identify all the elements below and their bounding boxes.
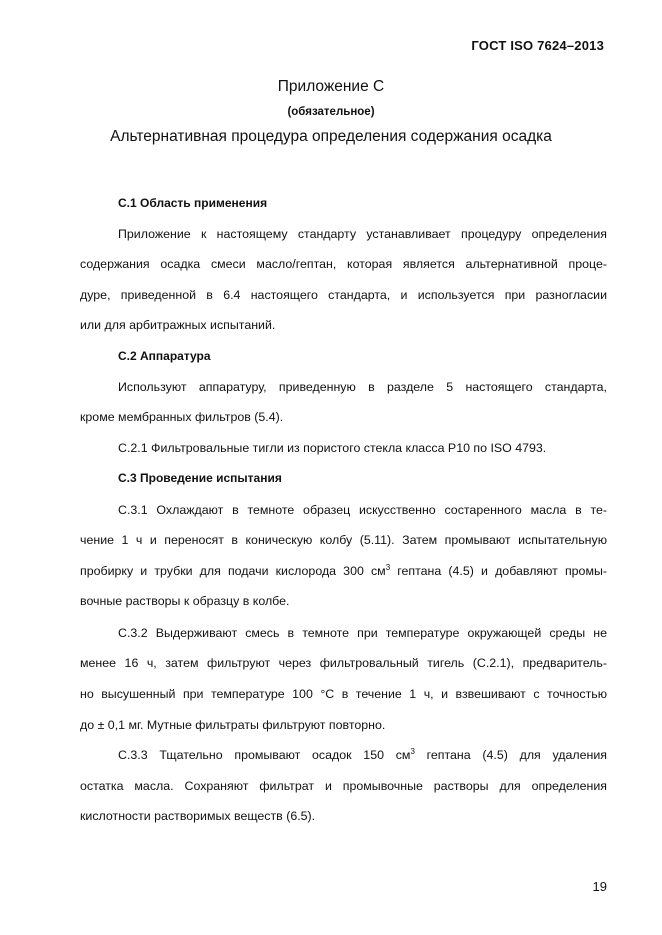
superscript: 3	[410, 746, 415, 756]
section-c1-heading: С.1 Область применения	[118, 196, 268, 210]
section-c3-heading: С.3 Проведение испытания	[118, 471, 282, 485]
paragraph-line: С.3.2 Выдерживают смесь в темноте при температуре окружающей среды не	[118, 626, 607, 640]
text-run: гептана (4.5) и добавляют промы-	[390, 564, 607, 578]
paragraph-line: содержания осадка смеси масло/гептан, которая является альтернативной проце-	[80, 257, 607, 271]
paragraph-line: чение 1 ч и переносят в коническую колбу (5.11). Затем промывают испытательную	[80, 533, 607, 547]
paragraph-line: кислотности растворимых веществ (6.5).	[80, 809, 316, 823]
paragraph-line: С.3.1 Охлаждают в темноте образец искусственно состаренного масла в те-	[118, 503, 607, 517]
paragraph-line: но высушенный при температуре 100 °С в течение 1 ч, и взвешивают с точностью	[80, 687, 607, 701]
paragraph-line: до ± 0,1 мг. Мутные фильтраты фильтруют повторно.	[80, 718, 386, 732]
paragraph-line: Приложение к настоящему стандарту устанавливает процедуру определения	[118, 227, 607, 241]
annex-status: (обязательное)	[287, 106, 375, 118]
paragraph-line: кроме мембранных фильтров (5.4).	[80, 410, 284, 424]
text-run: С.3.3 Тщательно промывают осадок 150 см	[118, 748, 411, 762]
page-number: 19	[592, 879, 607, 894]
paragraph-line: дуре, приведенной в 6.4 настоящего стандарта, и используется при разногласии	[80, 288, 607, 302]
paragraph-line: остатка масла. Сохраняют фильтрат и промывочные растворы для определения	[80, 779, 607, 793]
standard-designation: ГОСТ ISO 7624–2013	[471, 38, 604, 53]
document-body	[80, 0, 607, 935]
annex-name: Альтернативная процедура определения содержания осадка	[110, 128, 552, 145]
text-run: гептана (4.5) для удаления	[414, 748, 607, 762]
paragraph-line: Используют аппаратуру, приведенную в разделе 5 настоящего стандарта,	[118, 380, 607, 394]
paragraph-line	[80, 747, 607, 763]
text-run: пробирку и трубки для подачи кислорода 300 см	[80, 564, 386, 578]
annex-title: Приложение С	[277, 78, 385, 95]
section-c2-heading: С.2 Аппаратура	[118, 349, 211, 363]
paragraph-line: или для арбитражных испытаний.	[80, 318, 276, 332]
paragraph-line	[80, 563, 607, 579]
paragraph-line: вочные растворы к образцу в колбе.	[80, 594, 290, 608]
superscript: 3	[385, 562, 391, 572]
clause-c2-1: С.2.1 Фильтровальные тигли из пористого стекла класса Р10 по ISO 4793.	[118, 441, 547, 455]
paragraph-line: менее 16 ч, затем фильтруют через фильтровальный тигель (С.2.1), предваритель-	[80, 656, 607, 670]
